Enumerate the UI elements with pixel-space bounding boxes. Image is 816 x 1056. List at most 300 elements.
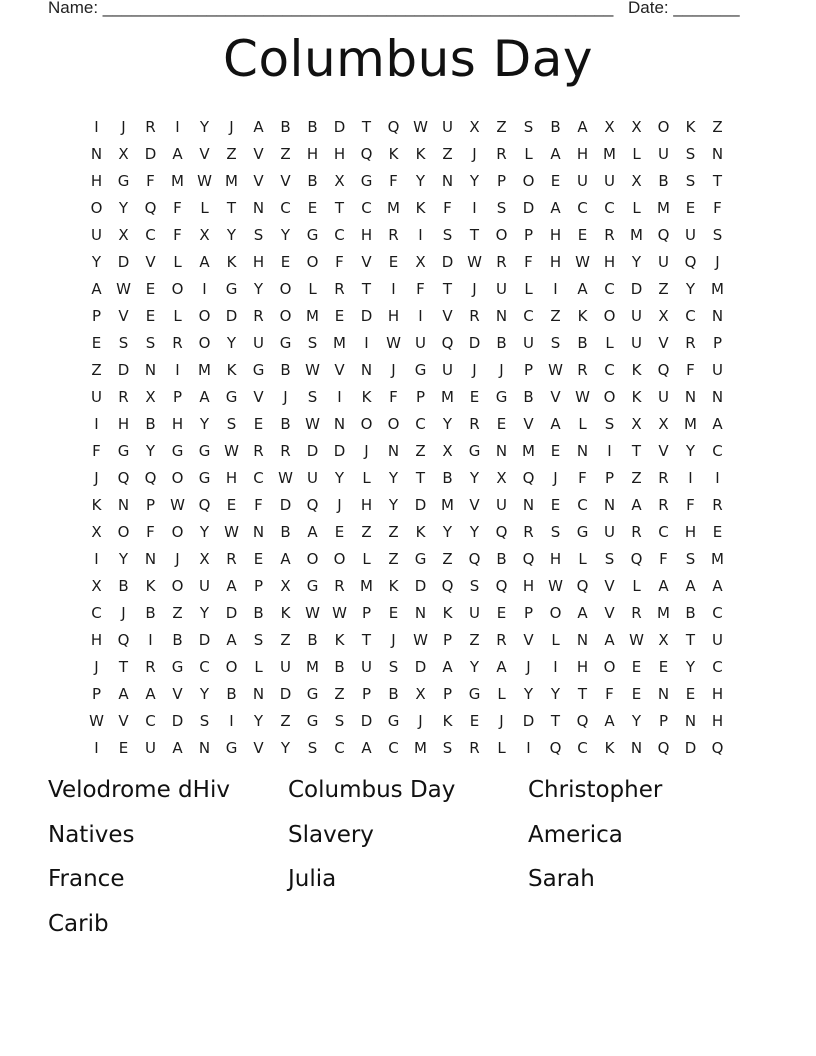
grid-letter: L bbox=[632, 144, 641, 163]
grid-letter: E bbox=[334, 522, 345, 541]
grid-letter: Y bbox=[226, 225, 237, 244]
grid-letter: D bbox=[279, 495, 292, 514]
grid-letter: E bbox=[469, 387, 480, 406]
grid-letter: J bbox=[472, 279, 477, 298]
grid-letter: Q bbox=[657, 225, 670, 244]
grid-letter: C bbox=[604, 279, 615, 298]
grid-letter: D bbox=[468, 333, 481, 352]
grid-letter: I bbox=[175, 360, 180, 379]
grid-letter: H bbox=[549, 225, 562, 244]
grid-letter: E bbox=[91, 333, 102, 352]
grid-letter: G bbox=[171, 657, 184, 676]
grid-letter: R bbox=[145, 117, 156, 136]
grid-letter: N bbox=[441, 171, 454, 190]
grid-letter: O bbox=[495, 225, 508, 244]
grid-letter: O bbox=[603, 306, 616, 325]
grid-letter: B bbox=[388, 684, 399, 703]
grid-letter: V bbox=[469, 495, 480, 514]
grid-letter: R bbox=[577, 360, 588, 379]
grid-letter: L bbox=[254, 657, 263, 676]
grid-letter: S bbox=[712, 225, 723, 244]
grid-letter: P bbox=[523, 225, 534, 244]
grid-letter: D bbox=[360, 306, 373, 325]
grid-letter: N bbox=[387, 441, 400, 460]
grid-letter: H bbox=[333, 144, 346, 163]
grid-letter: E bbox=[550, 171, 561, 190]
grid-letter: J bbox=[499, 360, 504, 379]
grid-letter: Y bbox=[523, 684, 534, 703]
grid-letter: X bbox=[658, 630, 669, 649]
grid-letter: A bbox=[253, 117, 264, 136]
grid-letter: G bbox=[198, 468, 211, 487]
grid-letter: X bbox=[334, 171, 345, 190]
grid-letter: G bbox=[306, 711, 319, 730]
grid-letter: U bbox=[280, 657, 291, 676]
grid-letter: U bbox=[307, 468, 318, 487]
grid-letter: G bbox=[117, 171, 130, 190]
grid-letter: W bbox=[575, 252, 590, 271]
grid-letter: J bbox=[391, 630, 396, 649]
grid-letter: N bbox=[576, 441, 589, 460]
grid-letter: N bbox=[117, 495, 130, 514]
grid-letter: O bbox=[603, 657, 616, 676]
grid-letter: S bbox=[334, 711, 345, 730]
grid-letter: L bbox=[497, 738, 506, 757]
grid-letter: R bbox=[280, 441, 291, 460]
grid-letter: I bbox=[418, 225, 423, 244]
grid-letter: M bbox=[522, 441, 535, 460]
grid-letter: K bbox=[577, 306, 588, 325]
grid-letter: S bbox=[307, 333, 318, 352]
grid-letter: E bbox=[631, 684, 642, 703]
grid-letter: E bbox=[145, 279, 156, 298]
grid-letter: V bbox=[604, 603, 615, 622]
grid-letter: J bbox=[94, 468, 99, 487]
grid-letter: V bbox=[253, 144, 264, 163]
grid-letter: C bbox=[145, 225, 156, 244]
grid-letter: D bbox=[684, 738, 697, 757]
grid-letter: R bbox=[118, 387, 129, 406]
grid-letter: G bbox=[225, 387, 238, 406]
grid-letter: S bbox=[226, 414, 237, 433]
grid-letter: N bbox=[252, 522, 265, 541]
grid-letter: I bbox=[175, 117, 180, 136]
grid-letter: S bbox=[604, 414, 615, 433]
grid-letter: S bbox=[442, 738, 453, 757]
grid-letter: X bbox=[631, 414, 642, 433]
grid-letter: Z bbox=[91, 360, 102, 379]
grid-letter: X bbox=[118, 144, 129, 163]
grid-letter: U bbox=[712, 630, 723, 649]
grid-letter: K bbox=[415, 522, 426, 541]
grid-letter: V bbox=[604, 576, 615, 595]
grid-letter: W bbox=[575, 387, 590, 406]
grid-letter: V bbox=[145, 252, 156, 271]
grid-letter: D bbox=[630, 279, 643, 298]
grid-letter: O bbox=[279, 279, 292, 298]
grid-letter: F bbox=[173, 225, 182, 244]
grid-letter: J bbox=[418, 711, 423, 730]
grid-letter: O bbox=[387, 414, 400, 433]
grid-letter: S bbox=[685, 549, 696, 568]
grid-letter: M bbox=[657, 603, 670, 622]
grid-letter: O bbox=[225, 657, 238, 676]
grid-letter: S bbox=[253, 630, 264, 649]
grid-letter: Q bbox=[387, 117, 400, 136]
grid-letter: P bbox=[523, 360, 534, 379]
grid-letter: N bbox=[360, 360, 373, 379]
grid-letter: U bbox=[442, 117, 453, 136]
grid-letter: V bbox=[280, 171, 291, 190]
grid-letter: M bbox=[684, 414, 697, 433]
grid-letter: G bbox=[468, 684, 481, 703]
grid-letter: E bbox=[253, 414, 264, 433]
grid-letter: W bbox=[413, 117, 428, 136]
grid-letter: T bbox=[577, 684, 588, 703]
grid-letter: M bbox=[387, 198, 400, 217]
grid-letter: R bbox=[388, 225, 399, 244]
grid-letter: M bbox=[441, 495, 454, 514]
grid-letter: Y bbox=[253, 279, 264, 298]
grid-letter: N bbox=[252, 684, 265, 703]
grid-letter: R bbox=[712, 495, 723, 514]
grid-letter: F bbox=[686, 360, 695, 379]
grid-letter: C bbox=[712, 657, 723, 676]
grid-letter: K bbox=[226, 360, 237, 379]
grid-letter: B bbox=[442, 468, 453, 487]
grid-letter: Q bbox=[306, 495, 319, 514]
grid-letter: C bbox=[145, 711, 156, 730]
date-field-label[interactable]: Date: _______ bbox=[628, 0, 740, 17]
grid-letter: N bbox=[657, 684, 670, 703]
grid-letter: B bbox=[280, 414, 291, 433]
grid-letter: D bbox=[414, 576, 427, 595]
grid-letter: L bbox=[362, 549, 371, 568]
grid-letter: G bbox=[468, 441, 481, 460]
grid-letter: N bbox=[198, 738, 211, 757]
grid-letter: T bbox=[469, 225, 480, 244]
grid-letter: Y bbox=[334, 468, 345, 487]
grid-letter: P bbox=[361, 603, 372, 622]
grid-letter: Q bbox=[144, 198, 157, 217]
grid-letter: I bbox=[148, 630, 153, 649]
grid-letter: O bbox=[171, 468, 184, 487]
grid-letter: P bbox=[442, 630, 453, 649]
grid-letter: U bbox=[604, 522, 615, 541]
grid-letter: L bbox=[578, 414, 587, 433]
grid-letter: U bbox=[199, 576, 210, 595]
grid-letter: N bbox=[495, 441, 508, 460]
grid-letter: F bbox=[146, 522, 155, 541]
grid-letter: M bbox=[198, 360, 211, 379]
grid-letter: O bbox=[198, 306, 211, 325]
grid-letter: O bbox=[603, 387, 616, 406]
grid-letter: V bbox=[550, 387, 561, 406]
grid-letter: L bbox=[308, 279, 317, 298]
grid-letter: R bbox=[658, 468, 669, 487]
grid-letter: Y bbox=[280, 225, 291, 244]
grid-letter: V bbox=[523, 414, 534, 433]
grid-letter: A bbox=[577, 117, 588, 136]
grid-letter: F bbox=[713, 198, 722, 217]
grid-letter: H bbox=[603, 252, 616, 271]
grid-letter: K bbox=[91, 495, 102, 514]
grid-letter: Y bbox=[91, 252, 102, 271]
grid-letter: B bbox=[226, 684, 237, 703]
grid-letter: W bbox=[197, 171, 212, 190]
grid-letter: Y bbox=[388, 468, 399, 487]
grid-letter: Y bbox=[469, 171, 480, 190]
grid-letter: G bbox=[279, 333, 292, 352]
word-bank-item: Velodrome dHiv bbox=[48, 777, 230, 803]
grid-letter: N bbox=[711, 387, 724, 406]
grid-letter: U bbox=[658, 387, 669, 406]
grid-letter: B bbox=[145, 414, 156, 433]
grid-letter: N bbox=[144, 360, 157, 379]
grid-letter: V bbox=[361, 252, 372, 271]
grid-letter: M bbox=[414, 738, 427, 757]
grid-letter: Y bbox=[199, 684, 210, 703]
grid-letter: N bbox=[711, 306, 724, 325]
grid-letter: D bbox=[117, 360, 130, 379]
grid-letter: V bbox=[334, 360, 345, 379]
grid-letter: Q bbox=[657, 738, 670, 757]
grid-letter: N bbox=[684, 387, 697, 406]
grid-letter: I bbox=[607, 441, 612, 460]
grid-letter: A bbox=[496, 657, 507, 676]
grid-letter: T bbox=[334, 198, 345, 217]
grid-letter: N bbox=[576, 630, 589, 649]
grid-letter: E bbox=[658, 657, 669, 676]
grid-letter: A bbox=[442, 657, 453, 676]
grid-letter: J bbox=[715, 252, 720, 271]
grid-letter: S bbox=[469, 576, 480, 595]
grid-letter: D bbox=[144, 144, 157, 163]
grid-letter: Z bbox=[496, 117, 507, 136]
grid-letter: W bbox=[170, 495, 185, 514]
grid-letter: S bbox=[145, 333, 156, 352]
grid-letter: E bbox=[334, 306, 345, 325]
grid-letter: K bbox=[415, 198, 426, 217]
grid-letter: J bbox=[121, 117, 126, 136]
grid-letter: S bbox=[523, 117, 534, 136]
grid-letter: K bbox=[388, 576, 399, 595]
grid-letter: D bbox=[279, 684, 292, 703]
grid-letter: L bbox=[632, 576, 641, 595]
grid-letter: A bbox=[172, 738, 183, 757]
grid-letter: P bbox=[496, 171, 507, 190]
grid-letter: T bbox=[415, 468, 426, 487]
grid-letter: Y bbox=[415, 171, 426, 190]
grid-letter: W bbox=[548, 576, 563, 595]
grid-letter: T bbox=[442, 279, 453, 298]
grid-letter: J bbox=[391, 360, 396, 379]
grid-letter: F bbox=[335, 252, 344, 271]
grid-letter: U bbox=[577, 171, 588, 190]
grid-letter: U bbox=[631, 306, 642, 325]
grid-letter: R bbox=[253, 441, 264, 460]
grid-letter: D bbox=[306, 441, 319, 460]
grid-letter: Q bbox=[144, 468, 157, 487]
grid-letter: E bbox=[253, 549, 264, 568]
grid-letter: K bbox=[226, 252, 237, 271]
grid-letter: J bbox=[121, 603, 126, 622]
grid-letter: M bbox=[306, 306, 319, 325]
grid-letter: O bbox=[657, 117, 670, 136]
grid-letter: F bbox=[389, 171, 398, 190]
grid-letter: R bbox=[631, 522, 642, 541]
grid-letter: V bbox=[253, 171, 264, 190]
grid-letter: Y bbox=[280, 738, 291, 757]
word-bank-item: France bbox=[48, 866, 125, 892]
grid-letter: T bbox=[685, 630, 696, 649]
grid-letter: L bbox=[173, 306, 182, 325]
grid-letter: G bbox=[414, 360, 427, 379]
grid-letter: D bbox=[360, 711, 373, 730]
grid-letter: H bbox=[252, 252, 265, 271]
grid-letter: Y bbox=[253, 711, 264, 730]
grid-letter: T bbox=[550, 711, 561, 730]
grid-letter: K bbox=[604, 738, 615, 757]
grid-letter: D bbox=[333, 117, 346, 136]
grid-letter: S bbox=[199, 711, 210, 730]
grid-letter: U bbox=[658, 144, 669, 163]
grid-letter: C bbox=[199, 657, 210, 676]
grid-letter: K bbox=[631, 360, 642, 379]
grid-letter: N bbox=[522, 495, 535, 514]
word-bank-item: Carib bbox=[48, 910, 109, 937]
grid-letter: W bbox=[305, 603, 320, 622]
grid-letter: G bbox=[306, 225, 319, 244]
grid-letter: I bbox=[553, 279, 558, 298]
grid-letter: I bbox=[94, 117, 99, 136]
grid-letter: M bbox=[360, 576, 373, 595]
grid-letter: T bbox=[361, 279, 372, 298]
grid-letter: B bbox=[307, 171, 318, 190]
grid-letter: H bbox=[576, 144, 589, 163]
grid-letter: A bbox=[604, 711, 615, 730]
grid-letter: C bbox=[604, 198, 615, 217]
grid-letter: B bbox=[253, 603, 264, 622]
grid-letter: H bbox=[306, 144, 319, 163]
grid-letter: H bbox=[360, 225, 373, 244]
grid-letter: R bbox=[226, 549, 237, 568]
grid-letter: Z bbox=[658, 279, 669, 298]
grid-letter: D bbox=[522, 711, 535, 730]
grid-letter: Q bbox=[657, 360, 670, 379]
grid-letter: X bbox=[469, 117, 480, 136]
grid-letter: A bbox=[685, 576, 696, 595]
grid-letter: Z bbox=[172, 603, 183, 622]
grid-letter: J bbox=[283, 387, 288, 406]
grid-letter: R bbox=[469, 414, 480, 433]
name-field-label[interactable]: Name: ______________________________________________________ bbox=[48, 0, 614, 17]
grid-letter: Y bbox=[442, 522, 453, 541]
grid-letter: M bbox=[171, 171, 184, 190]
grid-letter: A bbox=[199, 252, 210, 271]
grid-letter: X bbox=[91, 576, 102, 595]
grid-letter: H bbox=[90, 171, 103, 190]
grid-letter: E bbox=[388, 603, 399, 622]
grid-letter: Y bbox=[118, 198, 129, 217]
grid-letter: K bbox=[685, 117, 696, 136]
grid-letter: N bbox=[333, 414, 346, 433]
grid-letter: E bbox=[712, 522, 723, 541]
grid-letter: E bbox=[118, 738, 129, 757]
grid-letter: A bbox=[577, 603, 588, 622]
grid-letter: J bbox=[175, 549, 180, 568]
grid-letter: I bbox=[418, 306, 423, 325]
grid-letter: X bbox=[199, 549, 210, 568]
grid-letter: U bbox=[145, 738, 156, 757]
grid-letter: B bbox=[550, 117, 561, 136]
grid-letter: G bbox=[171, 441, 184, 460]
grid-letter: Z bbox=[415, 441, 426, 460]
grid-letter: E bbox=[496, 603, 507, 622]
grid-letter: B bbox=[118, 576, 129, 595]
grid-letter: Y bbox=[388, 495, 399, 514]
grid-letter: H bbox=[549, 549, 562, 568]
grid-letter: B bbox=[523, 387, 534, 406]
grid-letter: X bbox=[145, 387, 156, 406]
grid-letter: Q bbox=[117, 468, 130, 487]
grid-letter: F bbox=[92, 441, 101, 460]
grid-letter: D bbox=[171, 711, 184, 730]
grid-letter: U bbox=[91, 225, 102, 244]
grid-letter: X bbox=[658, 306, 669, 325]
grid-letter: R bbox=[496, 252, 507, 271]
grid-letter: Q bbox=[549, 738, 562, 757]
grid-letter: P bbox=[415, 387, 426, 406]
grid-letter: F bbox=[686, 495, 695, 514]
grid-letter: E bbox=[631, 657, 642, 676]
grid-letter: M bbox=[711, 549, 724, 568]
grid-letter: R bbox=[253, 306, 264, 325]
grid-letter: A bbox=[226, 630, 237, 649]
grid-letter: H bbox=[522, 576, 535, 595]
grid-letter: W bbox=[332, 603, 347, 622]
grid-letter: M bbox=[603, 144, 616, 163]
grid-letter: G bbox=[576, 522, 589, 541]
grid-letter: C bbox=[712, 441, 723, 460]
grid-letter: I bbox=[688, 468, 693, 487]
grid-letter: R bbox=[496, 630, 507, 649]
grid-letter: Q bbox=[711, 738, 724, 757]
grid-letter: J bbox=[526, 657, 531, 676]
grid-letter: S bbox=[307, 387, 318, 406]
grid-letter: H bbox=[711, 711, 724, 730]
grid-letter: V bbox=[253, 738, 264, 757]
grid-letter: K bbox=[388, 144, 399, 163]
grid-letter: Y bbox=[550, 684, 561, 703]
page-title: Columbus Day bbox=[223, 30, 593, 88]
grid-letter: G bbox=[252, 360, 265, 379]
grid-letter: F bbox=[605, 684, 614, 703]
grid-letter: Q bbox=[522, 549, 535, 568]
grid-letter: N bbox=[630, 738, 643, 757]
grid-letter: Y bbox=[145, 441, 156, 460]
grid-letter: O bbox=[279, 306, 292, 325]
grid-letter: O bbox=[306, 549, 319, 568]
grid-letter: R bbox=[469, 738, 480, 757]
grid-letter: S bbox=[442, 225, 453, 244]
grid-letter: S bbox=[388, 657, 399, 676]
grid-letter: W bbox=[224, 522, 239, 541]
grid-letter: Q bbox=[495, 576, 508, 595]
grid-letter: Y bbox=[631, 711, 642, 730]
grid-letter: U bbox=[415, 333, 426, 352]
grid-letter: W bbox=[278, 468, 293, 487]
